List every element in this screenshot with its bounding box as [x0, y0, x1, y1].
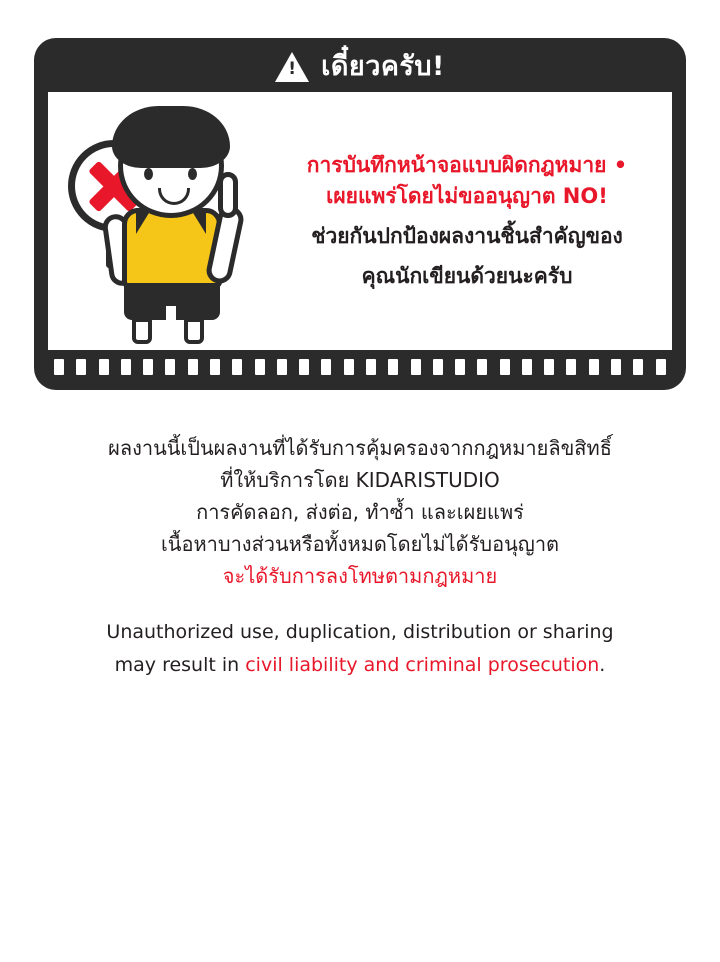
film-hole	[411, 359, 421, 375]
film-hole	[433, 359, 443, 375]
warning-red-line-1: การบันทึกหน้าจอแบบผิดกฎหมาย •	[306, 153, 628, 177]
legal-thai-line-3: การคัดลอก, ส่งต่อ, ทำซ้ำ และเผยแพร่	[196, 500, 524, 524]
film-hole	[76, 359, 86, 375]
legal-english-line-2-highlight: civil liability and criminal prosecution	[245, 654, 600, 676]
film-hole	[366, 359, 376, 375]
film-hole	[277, 359, 287, 375]
film-hole	[388, 359, 398, 375]
legal-english-line-2-suffix: .	[599, 654, 606, 676]
film-hole	[121, 359, 131, 375]
legal-thai-line-1: ผลงานนี้เป็นผลงานที่ได้รับการคุ้มครองจากกฎหมายลิขสิทธิ์	[108, 436, 612, 460]
legal-english-block	[0, 616, 720, 682]
film-hole	[210, 359, 220, 375]
right-eye	[188, 168, 197, 180]
hair	[112, 106, 230, 168]
legal-notice	[0, 432, 720, 682]
film-hole	[143, 359, 153, 375]
legal-english-line-2	[0, 649, 720, 682]
film-hole	[522, 359, 532, 375]
warning-card-body	[48, 92, 672, 350]
film-hole	[611, 359, 621, 375]
boy-illustration	[62, 96, 282, 346]
film-hole	[54, 359, 64, 375]
film-hole	[566, 359, 576, 375]
left-eye	[144, 168, 153, 180]
warning-triangle-icon: !	[275, 52, 309, 82]
legal-english-line-1: Unauthorized use, duplication, distribution or sharing	[106, 621, 614, 643]
film-hole	[589, 359, 599, 375]
warning-card	[34, 38, 686, 390]
film-hole	[344, 359, 354, 375]
warning-message	[282, 150, 672, 292]
film-hole	[188, 359, 198, 375]
warning-black-line-1: ช่วยกันปกป้องผลงานชิ้นสำคัญของ	[311, 224, 623, 248]
warning-black-line-2: คุณนักเขียนด้วยนะครับ	[361, 264, 573, 288]
film-hole	[500, 359, 510, 375]
film-hole	[544, 359, 554, 375]
legal-thai-line-4: เนื้อหาบางส่วนหรือทั้งหมดโดยไม่ได้รับอนุญาต	[160, 532, 560, 556]
film-hole	[455, 359, 465, 375]
right-leg	[184, 318, 204, 344]
legal-thai-line-2: ที่ให้บริการโดย KIDARISTUDIO	[220, 468, 500, 492]
warning-card-title: เดี๋ยวครับ!	[321, 51, 445, 82]
film-hole	[321, 359, 331, 375]
left-leg	[132, 318, 152, 344]
film-hole	[633, 359, 643, 375]
legal-thai-penalty-line: จะได้รับการลงโทษตามกฎหมาย	[222, 564, 498, 588]
film-hole	[299, 359, 309, 375]
warning-card-header	[34, 38, 686, 92]
film-hole	[99, 359, 109, 375]
film-hole	[165, 359, 175, 375]
legal-english-line-2-prefix: may result in	[114, 654, 246, 676]
film-hole	[656, 359, 666, 375]
film-hole	[232, 359, 242, 375]
film-hole	[255, 359, 265, 375]
film-hole	[477, 359, 487, 375]
warning-red-line-2: เผยแพร่โดยไม่ขออนุญาต NO!	[326, 184, 608, 208]
film-strip-decoration	[48, 354, 672, 380]
